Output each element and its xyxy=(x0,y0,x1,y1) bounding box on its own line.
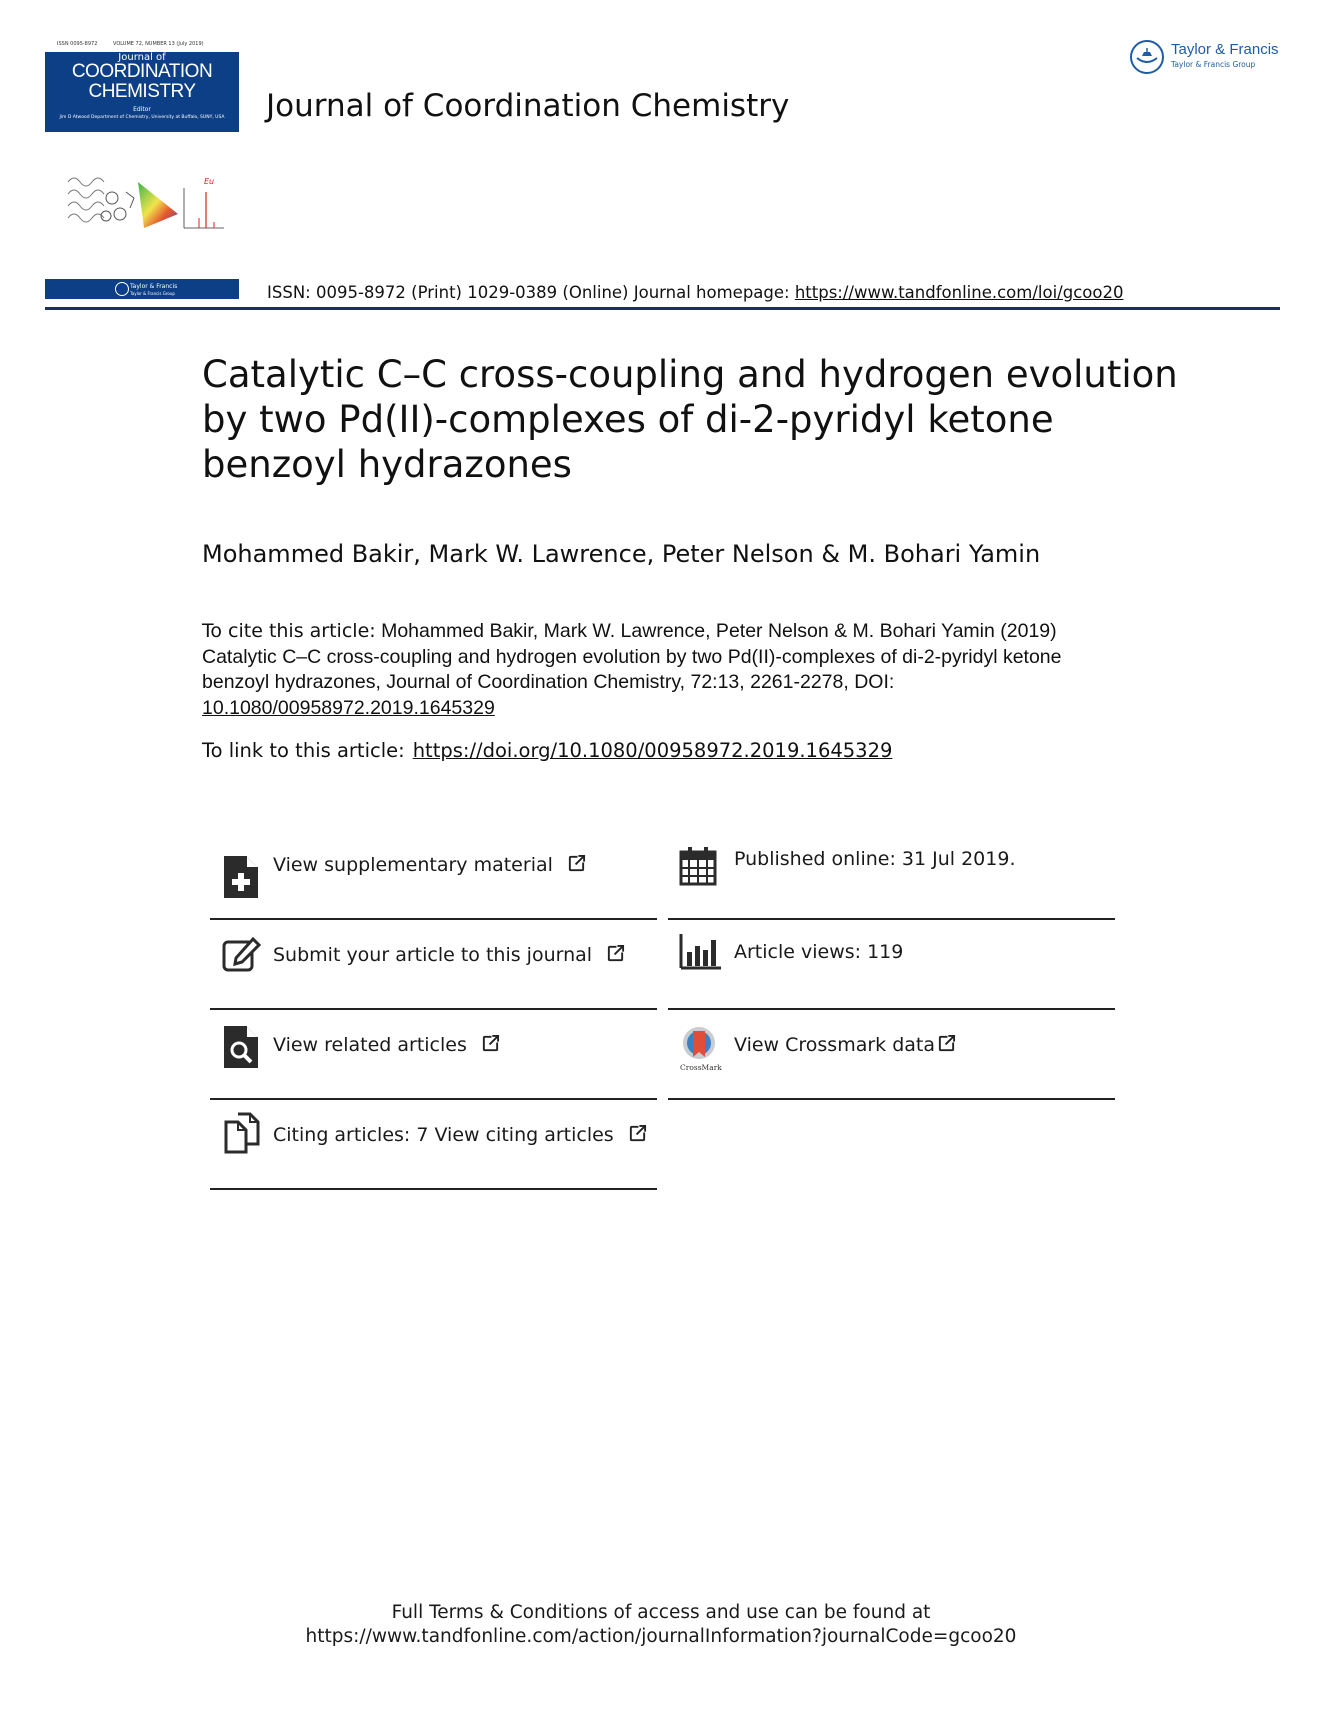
divider xyxy=(210,1008,657,1010)
article-title: Catalytic C–C cross-coupling and hydrogen evolution by two Pd(II)-complexes of di-2-pyridyl ketone benzoyl hydrazones xyxy=(202,353,1178,486)
journal-title: Journal of Coordination Chemistry xyxy=(266,88,790,124)
cover-band-sub: Taylor & Francis Group xyxy=(130,291,175,296)
cover-editor-name: Jim D Atwood Department of Chemistry, University at Buffalo, SUNY, USA xyxy=(59,115,225,120)
cover-artwork xyxy=(66,170,226,235)
article-link-line xyxy=(202,737,892,765)
external-link-icon xyxy=(567,854,586,873)
published-online-item xyxy=(668,838,1108,924)
link-label: To link to this article: xyxy=(202,739,405,762)
divider xyxy=(668,918,1115,920)
cover-art-label: Eu xyxy=(204,177,215,186)
external-link-icon xyxy=(481,1034,500,1053)
divider xyxy=(668,1008,1115,1010)
external-link-icon xyxy=(606,944,625,963)
publisher-ring-icon xyxy=(115,282,129,296)
divider xyxy=(668,1098,1115,1100)
publisher-name: Taylor & Francis xyxy=(1171,41,1279,58)
crossmark-label: View Crossmark data xyxy=(734,1034,936,1056)
publisher-logo[interactable] xyxy=(1128,38,1288,78)
taylor-francis-icon xyxy=(1128,38,1166,76)
crossmark-icon xyxy=(679,1026,723,1072)
divider xyxy=(210,1188,657,1190)
divider xyxy=(210,1098,657,1100)
supplementary-label: View supplementary material xyxy=(273,854,553,876)
issn-text: ISSN: 0095-8972 (Print) 1029-0389 (Online) Journal homepage: xyxy=(267,283,795,302)
cover-publisher-band xyxy=(45,279,239,299)
article-doi-link[interactable]: https://doi.org/10.1080/00958972.2019.1645329 xyxy=(412,739,893,762)
bar-chart-icon xyxy=(679,934,717,976)
copy-documents-icon xyxy=(222,1112,260,1154)
calendar-icon xyxy=(679,846,717,888)
cover-title-line1: COORDINATION xyxy=(71,61,213,82)
cover-band-label: Taylor & Francis xyxy=(130,283,178,290)
cover-issn: ISSN 0095-8972 xyxy=(57,41,98,47)
supplementary-material-item[interactable] xyxy=(210,838,650,924)
cite-text: Mohammed Bakir, Mark W. Lawrence, Peter Nelson & M. Bohari Yamin (2019) Catalytic C–C cross-coupling and hydrogen evolution by two Pd(II)-complexes of di-2-pyridyl ketone benzoyl hydrazones, Journal of Coordination Chemistry, 72:13, 2261-2278, DOI: xyxy=(202,620,1062,693)
cover-artwork-graphic xyxy=(66,170,226,235)
cover-volume: VOLUME 72, NUMBER 13 (July 2019) xyxy=(113,41,204,47)
edit-icon xyxy=(222,934,260,976)
article-authors: Mohammed Bakir, Mark W. Lawrence, Peter Nelson & M. Bohari Yamin xyxy=(202,540,1041,568)
cover-title-line2: CHEMISTRY xyxy=(88,81,196,102)
search-document-icon xyxy=(222,1026,260,1068)
issn-line xyxy=(267,282,1123,304)
submit-article-item[interactable] xyxy=(210,928,650,1014)
related-label: View related articles xyxy=(273,1034,467,1056)
file-plus-icon xyxy=(222,856,260,898)
citing-articles-item[interactable] xyxy=(210,1108,650,1194)
publisher-group: Taylor & Francis Group xyxy=(1171,60,1256,69)
journal-cover xyxy=(45,40,239,132)
footer-terms: Full Terms & Conditions of access and use can be found at xyxy=(391,1602,931,1623)
header-divider xyxy=(45,307,1280,310)
cite-doi-link[interactable]: 10.1080/00958972.2019.1645329 xyxy=(202,696,495,719)
crossmark-item[interactable] xyxy=(668,1018,1108,1104)
footer xyxy=(0,1601,1322,1649)
related-articles-item[interactable] xyxy=(210,1018,650,1104)
citation-block xyxy=(202,619,1122,721)
footer-url[interactable]: https://www.tandfonline.com/action/journalInformation?journalCode=gcoo20 xyxy=(305,1626,1017,1647)
crossmark-logo-text: CrossMark xyxy=(680,1063,722,1072)
cover-journal-of: Journal of xyxy=(118,52,166,63)
external-link-icon xyxy=(937,1034,956,1053)
article-views-item xyxy=(668,928,1108,1014)
cite-label: To cite this article: xyxy=(202,620,376,642)
article-views: Article views: 119 xyxy=(734,941,904,963)
external-link-icon xyxy=(628,1124,647,1143)
published-date: Published online: 31 Jul 2019. xyxy=(734,848,1016,870)
divider xyxy=(210,918,657,920)
submit-label: Submit your article to this journal xyxy=(273,944,593,966)
cover-editor-label: Editor xyxy=(133,106,151,113)
journal-homepage-link[interactable]: https://www.tandfonline.com/loi/gcoo20 xyxy=(794,283,1124,302)
citing-label: Citing articles: 7 View citing articles xyxy=(273,1124,614,1146)
